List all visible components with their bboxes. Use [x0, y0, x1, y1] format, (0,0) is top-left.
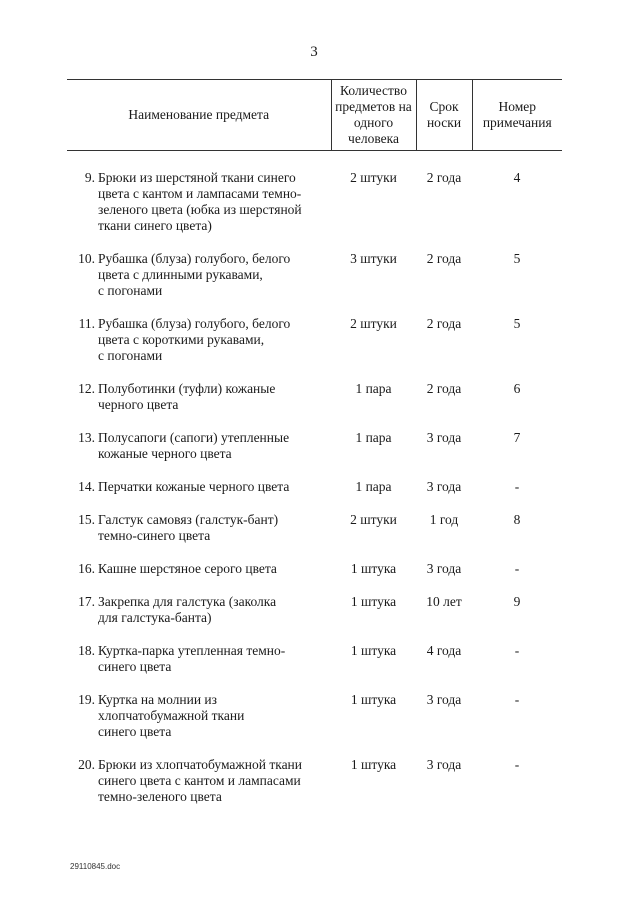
item-number: 20.	[78, 757, 95, 772]
item-term: 4 года	[426, 643, 462, 658]
table-row	[67, 561, 562, 594]
item-name-line: Галстук самовяз (галстук-бант)	[98, 512, 279, 527]
item-name-line: темно-зеленого цвета	[98, 789, 222, 804]
table-row	[67, 692, 562, 757]
item-number: 15.	[78, 512, 95, 527]
item-note: 6	[513, 381, 521, 396]
item-name-line: темно-синего цвета	[98, 528, 211, 543]
item-name-line: с погонами	[98, 348, 163, 363]
item-number: 10.	[78, 251, 95, 266]
header-term: Срок носки	[416, 80, 472, 151]
item-name-cell	[67, 316, 331, 381]
item-quantity: 1 пара	[355, 381, 392, 396]
item-term: 3 года	[426, 757, 462, 772]
item-name-cell	[67, 643, 331, 692]
header-note: Номер примечания	[472, 80, 562, 151]
item-number: 19.	[78, 692, 95, 707]
table-row	[67, 594, 562, 643]
item-note: 9	[513, 594, 521, 609]
item-name-cell	[67, 479, 331, 512]
item-note: 7	[513, 430, 521, 445]
item-name-line: цвета с кантом и лампасами темно-	[98, 186, 302, 201]
item-note: -	[514, 479, 520, 494]
item-term: 3 года	[426, 561, 462, 576]
header-quantity: Количество предметов на одного человека	[331, 80, 416, 151]
item-name-line: черного цвета	[98, 397, 179, 412]
item-name-cell	[67, 430, 331, 479]
item-number: 18.	[78, 643, 95, 658]
item-name-line: Рубашка (блуза) голубого, белого	[98, 316, 291, 331]
item-name-line: ткани синего цвета)	[98, 218, 212, 233]
item-number: 13.	[78, 430, 95, 445]
item-term: 2 года	[426, 251, 462, 266]
item-quantity: 2 штуки	[350, 316, 397, 331]
table-row	[67, 479, 562, 512]
item-term: 3 года	[426, 430, 462, 445]
table-row	[67, 757, 562, 822]
item-name-line: Рубашка (блуза) голубого, белого	[98, 251, 291, 266]
item-note: -	[514, 692, 520, 707]
item-number: 14.	[78, 479, 95, 494]
item-name-line: кожаные черного цвета	[98, 446, 232, 461]
item-number: 11.	[78, 316, 95, 331]
item-quantity: 1 штука	[350, 643, 397, 658]
item-name-line: Брюки из хлопчатобумажной ткани	[98, 757, 303, 772]
item-name-line: зеленого цвета (юбка из шерстяной	[98, 202, 302, 217]
item-number: 17.	[78, 594, 95, 609]
header-name: Наименование предмета	[67, 80, 331, 151]
item-name-line: цвета с длинными рукавами,	[98, 267, 263, 282]
item-quantity: 1 штука	[350, 692, 397, 707]
item-name-line: Брюки из шерстяной ткани синего	[98, 170, 296, 185]
item-term: 2 года	[426, 381, 462, 396]
item-name-line: Куртка-парка утепленная темно-	[98, 643, 286, 658]
item-number: 9.	[84, 170, 95, 185]
table-row	[67, 381, 562, 430]
item-note: -	[514, 643, 520, 658]
item-name-line: цвета с короткими рукавами,	[98, 332, 265, 347]
table-row	[67, 251, 562, 316]
item-note: -	[514, 561, 520, 576]
table-header-row	[67, 80, 562, 151]
item-name-line: синего цвета	[98, 724, 172, 739]
item-name-line: Кашне шерстяное серого цвета	[98, 561, 277, 576]
item-name-line: Полусапоги (сапоги) утепленные	[98, 430, 290, 445]
item-quantity: 1 пара	[355, 479, 392, 494]
item-name-line: Закрепка для галстука (заколка	[98, 594, 277, 609]
item-quantity: 2 штуки	[350, 170, 397, 185]
item-name-cell	[67, 757, 331, 822]
item-note: 4	[513, 170, 521, 185]
item-name-cell	[67, 561, 331, 594]
footer-filename: 29110845.doc	[70, 862, 121, 871]
item-quantity: 1 штука	[350, 561, 397, 576]
item-name-cell	[67, 381, 331, 430]
item-name-cell	[67, 594, 331, 643]
item-name-cell	[67, 251, 331, 316]
item-name-line: для галстука-банта)	[98, 610, 212, 625]
item-term: 2 года	[426, 170, 462, 185]
item-note: 8	[513, 512, 521, 527]
item-name-line: Куртка на молнии из	[98, 692, 217, 707]
item-quantity: 1 штука	[350, 757, 397, 772]
item-note: 5	[513, 251, 521, 266]
table-body	[67, 151, 562, 823]
item-name-line: синего цвета с кантом и лампасами	[98, 773, 301, 788]
item-name-line: синего цвета	[98, 659, 172, 674]
item-name-line: с погонами	[98, 283, 163, 298]
item-name-line: Перчатки кожаные черного цвета	[98, 479, 290, 494]
item-name-line: Полуботинки (туфли) кожаные	[98, 381, 276, 396]
item-number: 16.	[78, 561, 95, 576]
item-name-line: хлопчатобумажной ткани	[98, 708, 245, 723]
item-quantity: 3 штуки	[350, 251, 397, 266]
table-spacer	[67, 151, 562, 171]
item-number: 12.	[78, 381, 95, 396]
item-name-cell	[67, 170, 331, 251]
item-term: 1 год	[429, 512, 459, 527]
uniform-items-table	[67, 79, 562, 822]
table-row	[67, 316, 562, 381]
item-note: 5	[513, 316, 521, 331]
item-term: 3 года	[426, 479, 462, 494]
item-note: -	[514, 757, 520, 772]
item-name-cell	[67, 512, 331, 561]
item-quantity: 2 штуки	[350, 512, 397, 527]
item-quantity: 1 штука	[350, 594, 397, 609]
item-name-cell	[67, 692, 331, 757]
table-row	[67, 643, 562, 692]
item-term: 2 года	[426, 316, 462, 331]
page-number: 3	[310, 44, 318, 60]
table-row	[67, 512, 562, 561]
item-term: 10 лет	[426, 594, 462, 609]
item-term: 3 года	[426, 692, 462, 707]
table-row	[67, 170, 562, 251]
table-row	[67, 430, 562, 479]
item-quantity: 1 пара	[355, 430, 392, 445]
